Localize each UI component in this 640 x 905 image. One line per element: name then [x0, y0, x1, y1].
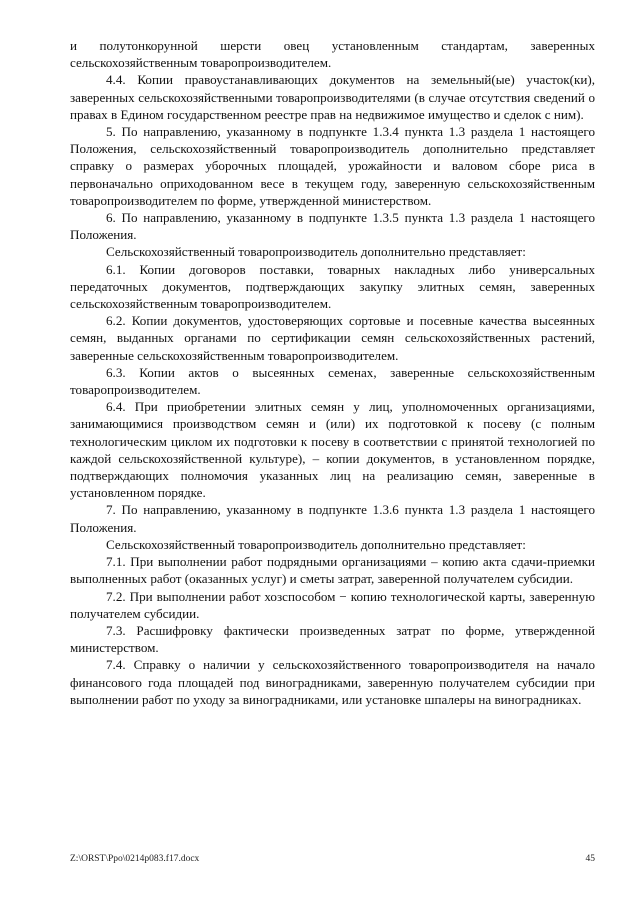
paragraph: 6.3. Копии актов о высеянных семенах, заверенные сельскохозяйственным товаропроизводителем. — [70, 364, 595, 398]
paragraph: 4.4. Копии правоустанавливающих документов на земельный(ые) участок(ки), заверенных сельскохозяйственными товаропроизводителями (в случае отсутствия сведений о правах в Едином государственном реестре прав на недвижимое имущество и сделок с ним). — [70, 72, 595, 122]
paragraph: 6.2. Копии документов, удостоверяющих сортовые и посевные качества высеянных семян, выданных органами по сертификации семян сельскохозяйственных растений, заверенные сельскохозяйственным товаропроизводителем. — [70, 313, 595, 363]
paragraph: 7. По направлению, указанному в подпункте 1.3.6 пункта 1.3 раздела 1 настоящего Положения. — [70, 502, 595, 535]
paragraph: Сельскохозяйственный товаропроизводитель дополнительно представляет: — [106, 244, 526, 260]
paragraph: 7.3. Расшифровку фактически произведенных затрат по форме, утвержденной министерством. — [70, 622, 595, 656]
paragraph: 6. По направлению, указанному в подпункте 1.3.5 пункта 1.3 раздела 1 настоящего Положения. — [70, 210, 595, 243]
paragraph: 6.1. Копии договоров поставки, товарных накладных либо универсальных передаточных документов, подтверждающих закупку элитных семян, заверенных сельскохозяйственным товаропроизводителем. — [70, 261, 595, 312]
paragraph: Сельскохозяйственный товаропроизводитель дополнительно представляет: — [106, 536, 526, 552]
paragraph: 5. По направлению, указанному в подпункте 1.3.4 пункта 1.3 раздела 1 настоящего Положения, сельскохозяйственный товаропроизводитель дополнительно представляет справку о размерах уборочных площадей, урожайности и валовом сборе риса в первоначально оприходованном весе в текущем году, заверенную сельскохозяйственным товаропроизводителем по форме, утвержденной министерством. — [70, 124, 595, 208]
paragraph: 7.4. Справку о наличии у сельскохозяйственного товаропроизводителя на начало финансового года площадей под виноградниками, заверенную получателем субсидии при выполнении работ по уходу за виноградниками, или установке шпалеры на виноградниках. — [70, 657, 595, 707]
paragraph: 6.4. При приобретении элитных семян у лиц, уполномоченных организациями, занимающимися производством семян и (или) их подготовкой к посеву (с полным технологическим циклом их подготовки к посеву в соответствии с принятой технологией по каждой сельскохозяйственной культуре), – копии документов, в установленном порядке, подтверждающих полномочия указанных лиц на реализацию семян, заверенные в установленном порядке. — [70, 399, 595, 501]
page-number: 45 — [585, 854, 595, 864]
paragraph: 7.2. При выполнении работ хозспособом − копию технологической карты, заверенную получателем субсидии. — [70, 588, 595, 621]
footer-file-path: Z:\ORST\Ppo\0214p083.f17.docx — [70, 854, 200, 864]
document-body — [70, 37, 595, 708]
paragraph: и полутонкорунной шерсти овец установленным стандартам, заверенных сельскохозяйственным товаропроизводителем. — [70, 38, 595, 71]
paragraph: 7.1. При выполнении работ подрядными организациями – копию акта сдачи-приемки выполненных работ (оказанных услуг) и сметы затрат, заверенной получателем субсидии. — [70, 554, 595, 587]
